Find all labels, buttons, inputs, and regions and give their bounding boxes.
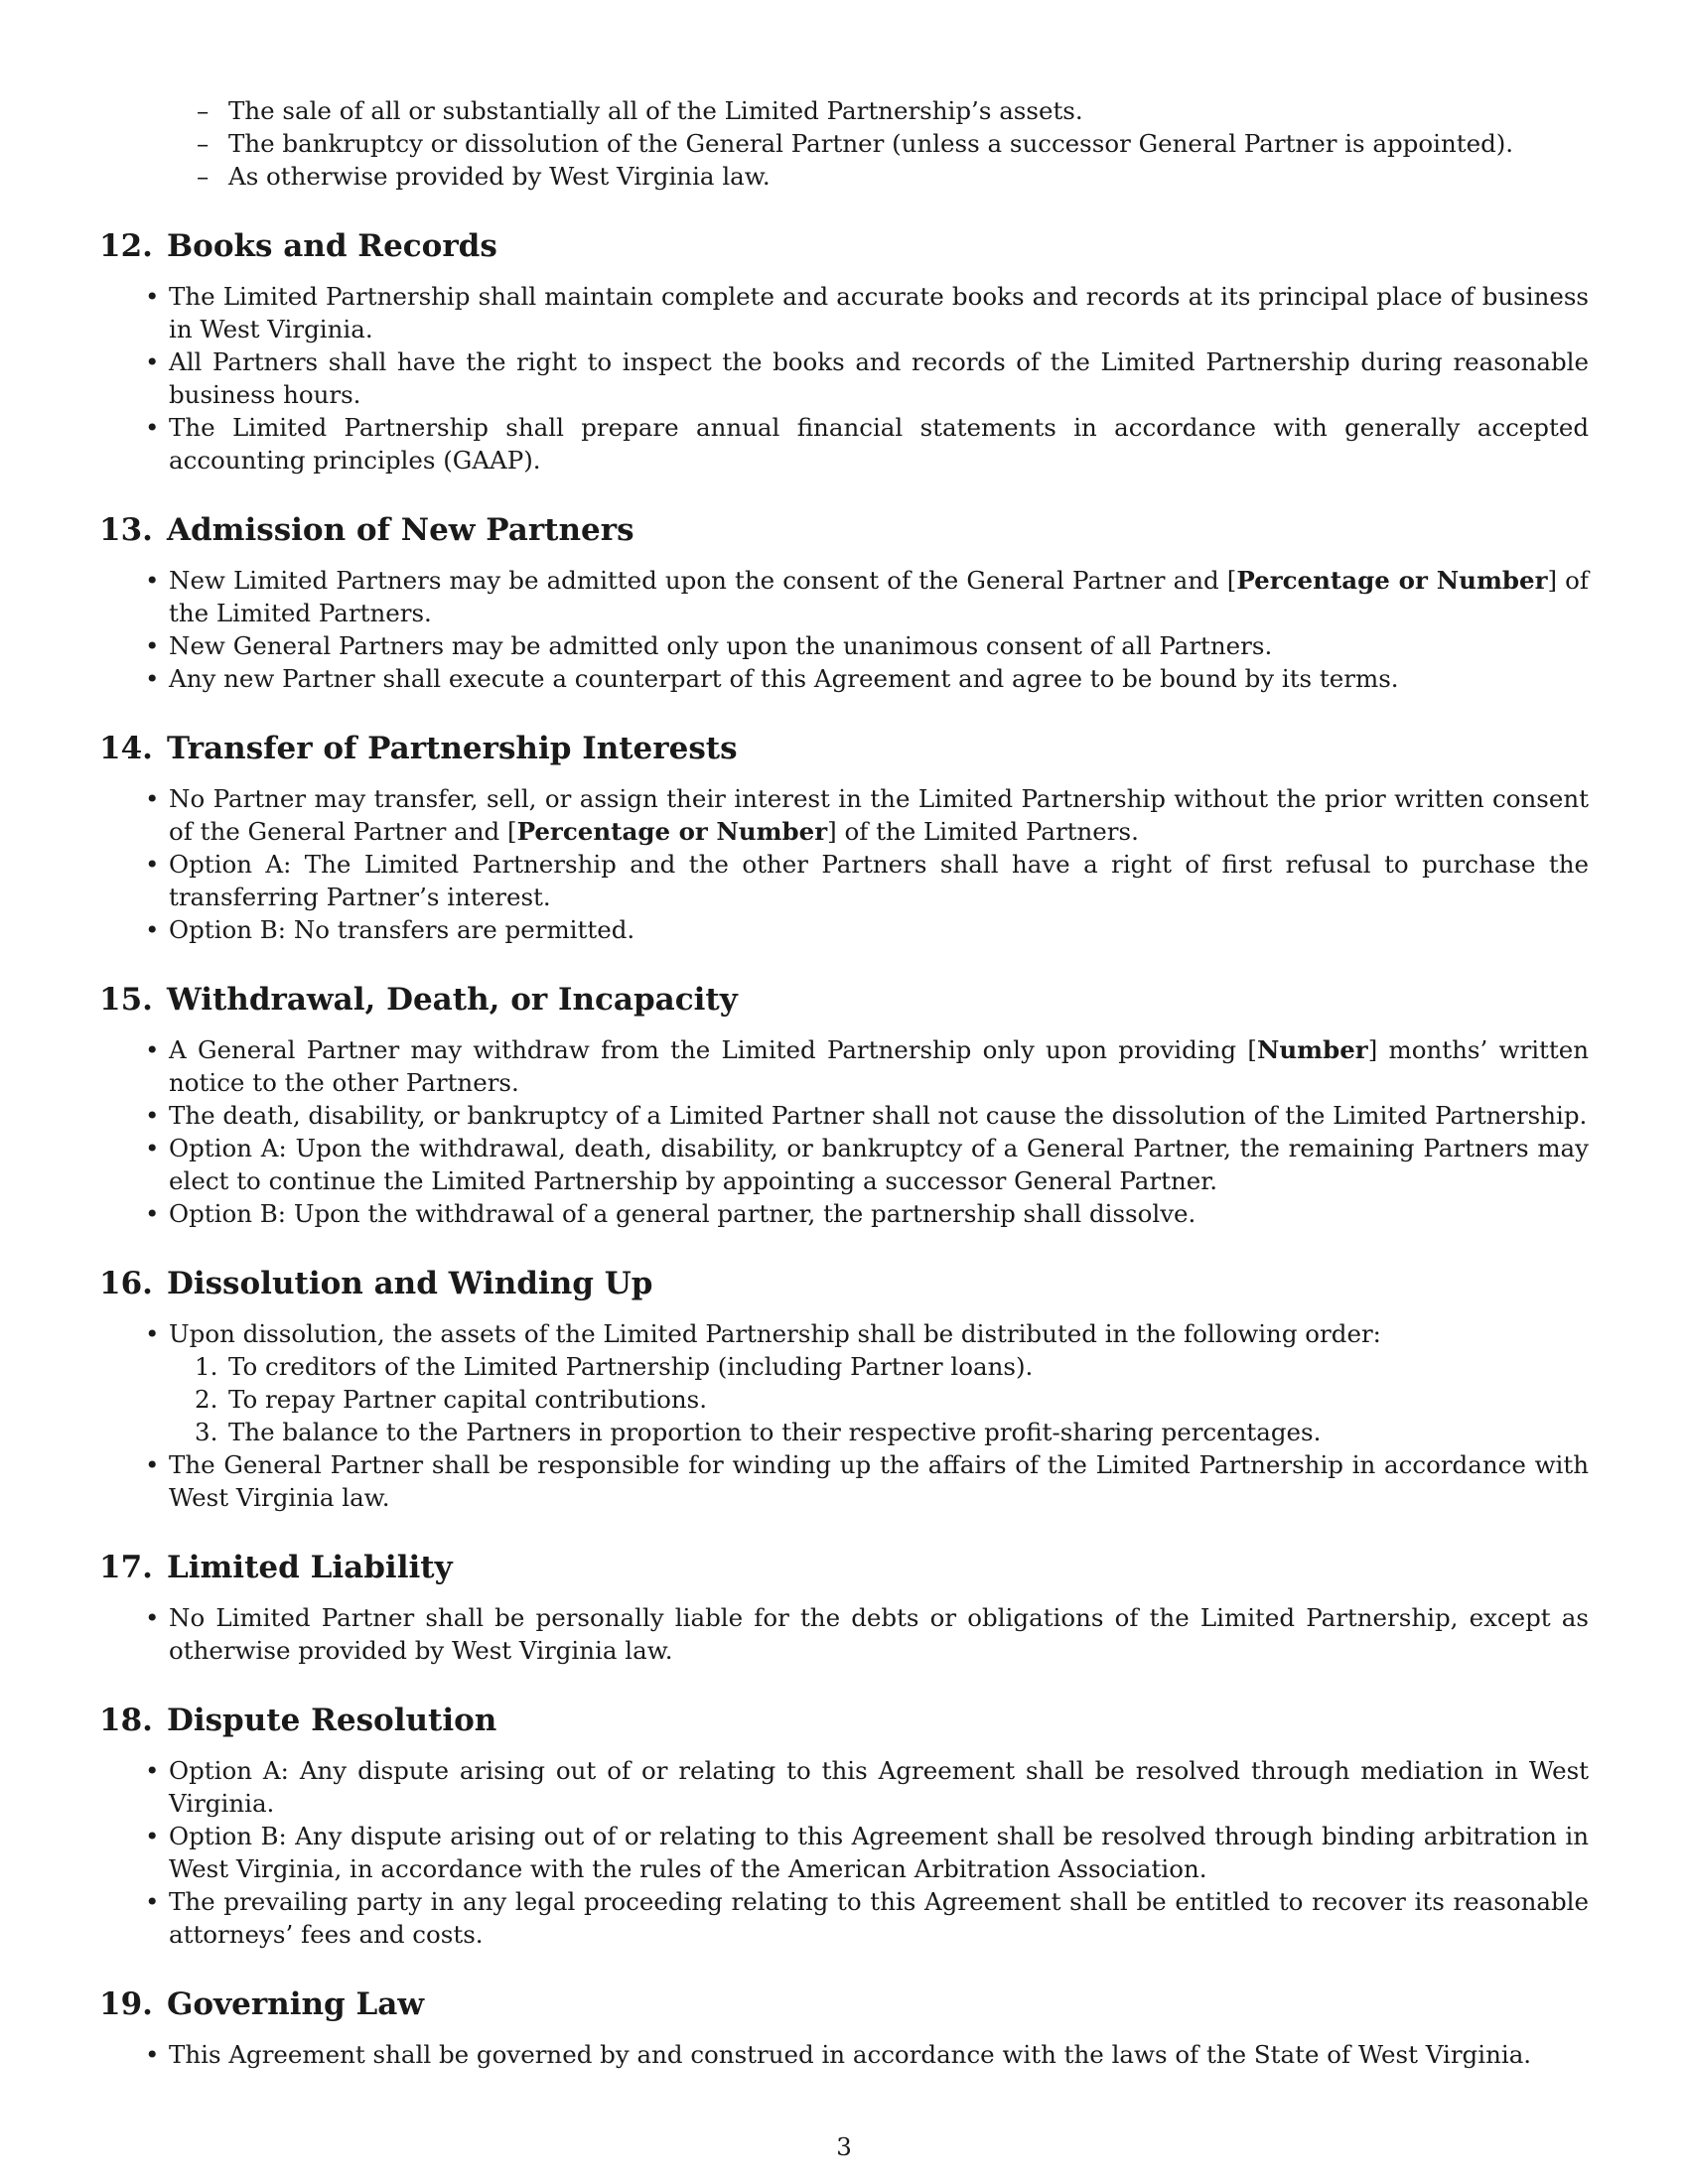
- section-title: Admission of New Partners: [166, 512, 634, 548]
- list-item: • Option B: Any dispute arising out of or relating to this Agreement shall be resolved through binding arbitration in West Virginia, in accordance with the rules of the American Arbitration Association.: [169, 1820, 1589, 1885]
- section-heading: [99, 1984, 1589, 2024]
- list-item: – The bankruptcy or dissolution of the General Partner (unless a successor General Partner is appointed).: [228, 127, 1589, 160]
- list-item: • The death, disability, or bankruptcy of a Limited Partner shall not cause the dissolution of the Limited Partnership.: [169, 1099, 1589, 1132]
- list-item: • The Limited Partnership shall prepare annual financial statements in accordance with generally accepted accounting principles (GAAP).: [169, 411, 1589, 477]
- section-number: 16.: [99, 1266, 153, 1301]
- section-number: 15.: [99, 982, 153, 1018]
- bullet-list: [99, 1033, 1589, 1230]
- list-item: [169, 1317, 1589, 1448]
- section-heading: [99, 1548, 1589, 1587]
- section-title: Withdrawal, Death, or Incapacity: [166, 982, 738, 1018]
- section-heading: [99, 226, 1589, 266]
- section-number: 12.: [99, 228, 153, 264]
- section-title: Dissolution and Winding Up: [166, 1266, 653, 1301]
- text-run: ] months’ written notice to the other Partners.: [169, 1035, 1590, 1097]
- section-heading: [99, 729, 1589, 768]
- placeholder-field: Percentage or Number: [516, 817, 828, 846]
- section-12: [99, 226, 1589, 477]
- list-item: • New General Partners may be admitted only upon the unanimous consent of all Partners.: [169, 629, 1589, 662]
- section-heading: [99, 980, 1589, 1020]
- list-item: • Option B: Upon the withdrawal of a general partner, the partnership shall dissolve.: [169, 1197, 1589, 1230]
- section-title: Governing Law: [166, 1986, 425, 2022]
- bullet-list: [99, 2038, 1589, 2071]
- list-item: [169, 782, 1589, 848]
- section-title: Books and Records: [166, 228, 497, 264]
- list-item: • This Agreement shall be governed by and construed in accordance with the laws of the State of West Virginia.: [169, 2038, 1589, 2071]
- continued-dash-list: [228, 94, 1589, 193]
- list-item: [169, 564, 1589, 629]
- list-item: – The sale of all or substantially all of the Limited Partnership’s assets.: [228, 94, 1589, 127]
- section-number: 13.: [99, 512, 153, 548]
- section-title: Dispute Resolution: [166, 1703, 497, 1738]
- ordered-item: [195, 1383, 1589, 1416]
- ordered-item: [195, 1350, 1589, 1383]
- list-item: • The Limited Partnership shall maintain complete and accurate books and records at its principal place of business in West Virginia.: [169, 280, 1589, 345]
- section-number: 17.: [99, 1550, 153, 1585]
- bullet-list: [99, 1317, 1589, 1514]
- page-number: 3: [836, 2132, 852, 2161]
- text-run: To creditors of the Limited Partnership (including Partner loans).: [228, 1352, 1034, 1381]
- section-heading: [99, 510, 1589, 550]
- section-13: [99, 510, 1589, 695]
- section-17: [99, 1548, 1589, 1667]
- list-item: • The prevailing party in any legal proceeding relating to this Agreement shall be entitled to recover its reasonable attorneys’ fees and costs.: [169, 1885, 1589, 1951]
- text-run: New Limited Partners may be admitted upon the consent of the General Partner and [: [169, 566, 1237, 595]
- section-number: 14.: [99, 731, 153, 766]
- section-title: Transfer of Partnership Interests: [166, 731, 738, 766]
- document-page: [99, 94, 1589, 2071]
- text-run: The balance to the Partners in proportion to their respective profit-sharing percentages.: [228, 1418, 1322, 1446]
- list-item: • Option A: The Limited Partnership and the other Partners shall have a right of first refusal to purchase the transferring Partner’s interest.: [169, 848, 1589, 913]
- placeholder-field: Percentage or Number: [1236, 566, 1548, 595]
- item-number: 1.: [195, 1352, 218, 1381]
- section-15: [99, 980, 1589, 1230]
- bullet-list: [99, 1754, 1589, 1951]
- section-14: [99, 729, 1589, 946]
- bullet-list: [99, 782, 1589, 946]
- section-18: [99, 1701, 1589, 1951]
- ordered-list: [169, 1350, 1589, 1448]
- list-item: – As otherwise provided by West Virginia law.: [228, 160, 1589, 193]
- text-run: Upon dissolution, the assets of the Limited Partnership shall be distributed in the following order:: [169, 1319, 1381, 1348]
- placeholder-field: Number: [1256, 1035, 1368, 1064]
- section-16: [99, 1264, 1589, 1514]
- text-run: A General Partner may withdraw from the Limited Partnership only upon providing [: [169, 1035, 1257, 1064]
- item-number: 3.: [195, 1418, 218, 1446]
- text-run: No Partner may transfer, sell, or assign their interest in the Limited Partnership without the prior written consent of the General Partner and [: [169, 784, 1589, 846]
- section-number: 19.: [99, 1986, 153, 2022]
- list-item: • No Limited Partner shall be personally liable for the debts or obligations of the Limited Partnership, except as otherwise provided by West Virginia law.: [169, 1601, 1589, 1667]
- section-19: [99, 1984, 1589, 2071]
- ordered-item: [195, 1416, 1589, 1448]
- list-item: • Option A: Any dispute arising out of or relating to this Agreement shall be resolved through mediation in West Virginia.: [169, 1754, 1589, 1820]
- text-run: To repay Partner capital contributions.: [228, 1385, 708, 1414]
- section-number: 18.: [99, 1703, 153, 1738]
- list-item: • The General Partner shall be responsible for winding up the affairs of the Limited Partnership in accordance with West Virginia law.: [169, 1448, 1589, 1514]
- list-item: • Option A: Upon the withdrawal, death, disability, or bankruptcy of a General Partner, the remaining Partners may elect to continue the Limited Partnership by appointing a successor General Partner.: [169, 1132, 1589, 1197]
- text-run: ] of the Limited Partners.: [827, 817, 1139, 846]
- section-heading: [99, 1701, 1589, 1740]
- list-item: • All Partners shall have the right to inspect the books and records of the Limited Partnership during reasonable business hours.: [169, 345, 1589, 411]
- bullet-list: [99, 1601, 1589, 1667]
- list-item: • Option B: No transfers are permitted.: [169, 913, 1589, 946]
- list-item: • Any new Partner shall execute a counterpart of this Agreement and agree to be bound by its terms.: [169, 662, 1589, 695]
- section-heading: [99, 1264, 1589, 1303]
- bullet-list: [99, 280, 1589, 477]
- section-title: Limited Liability: [166, 1550, 453, 1585]
- text-run: ] of the Limited Partners.: [169, 566, 1590, 627]
- bullet-list: [99, 564, 1589, 695]
- item-number: 2.: [195, 1385, 218, 1414]
- list-item: [169, 1033, 1589, 1099]
